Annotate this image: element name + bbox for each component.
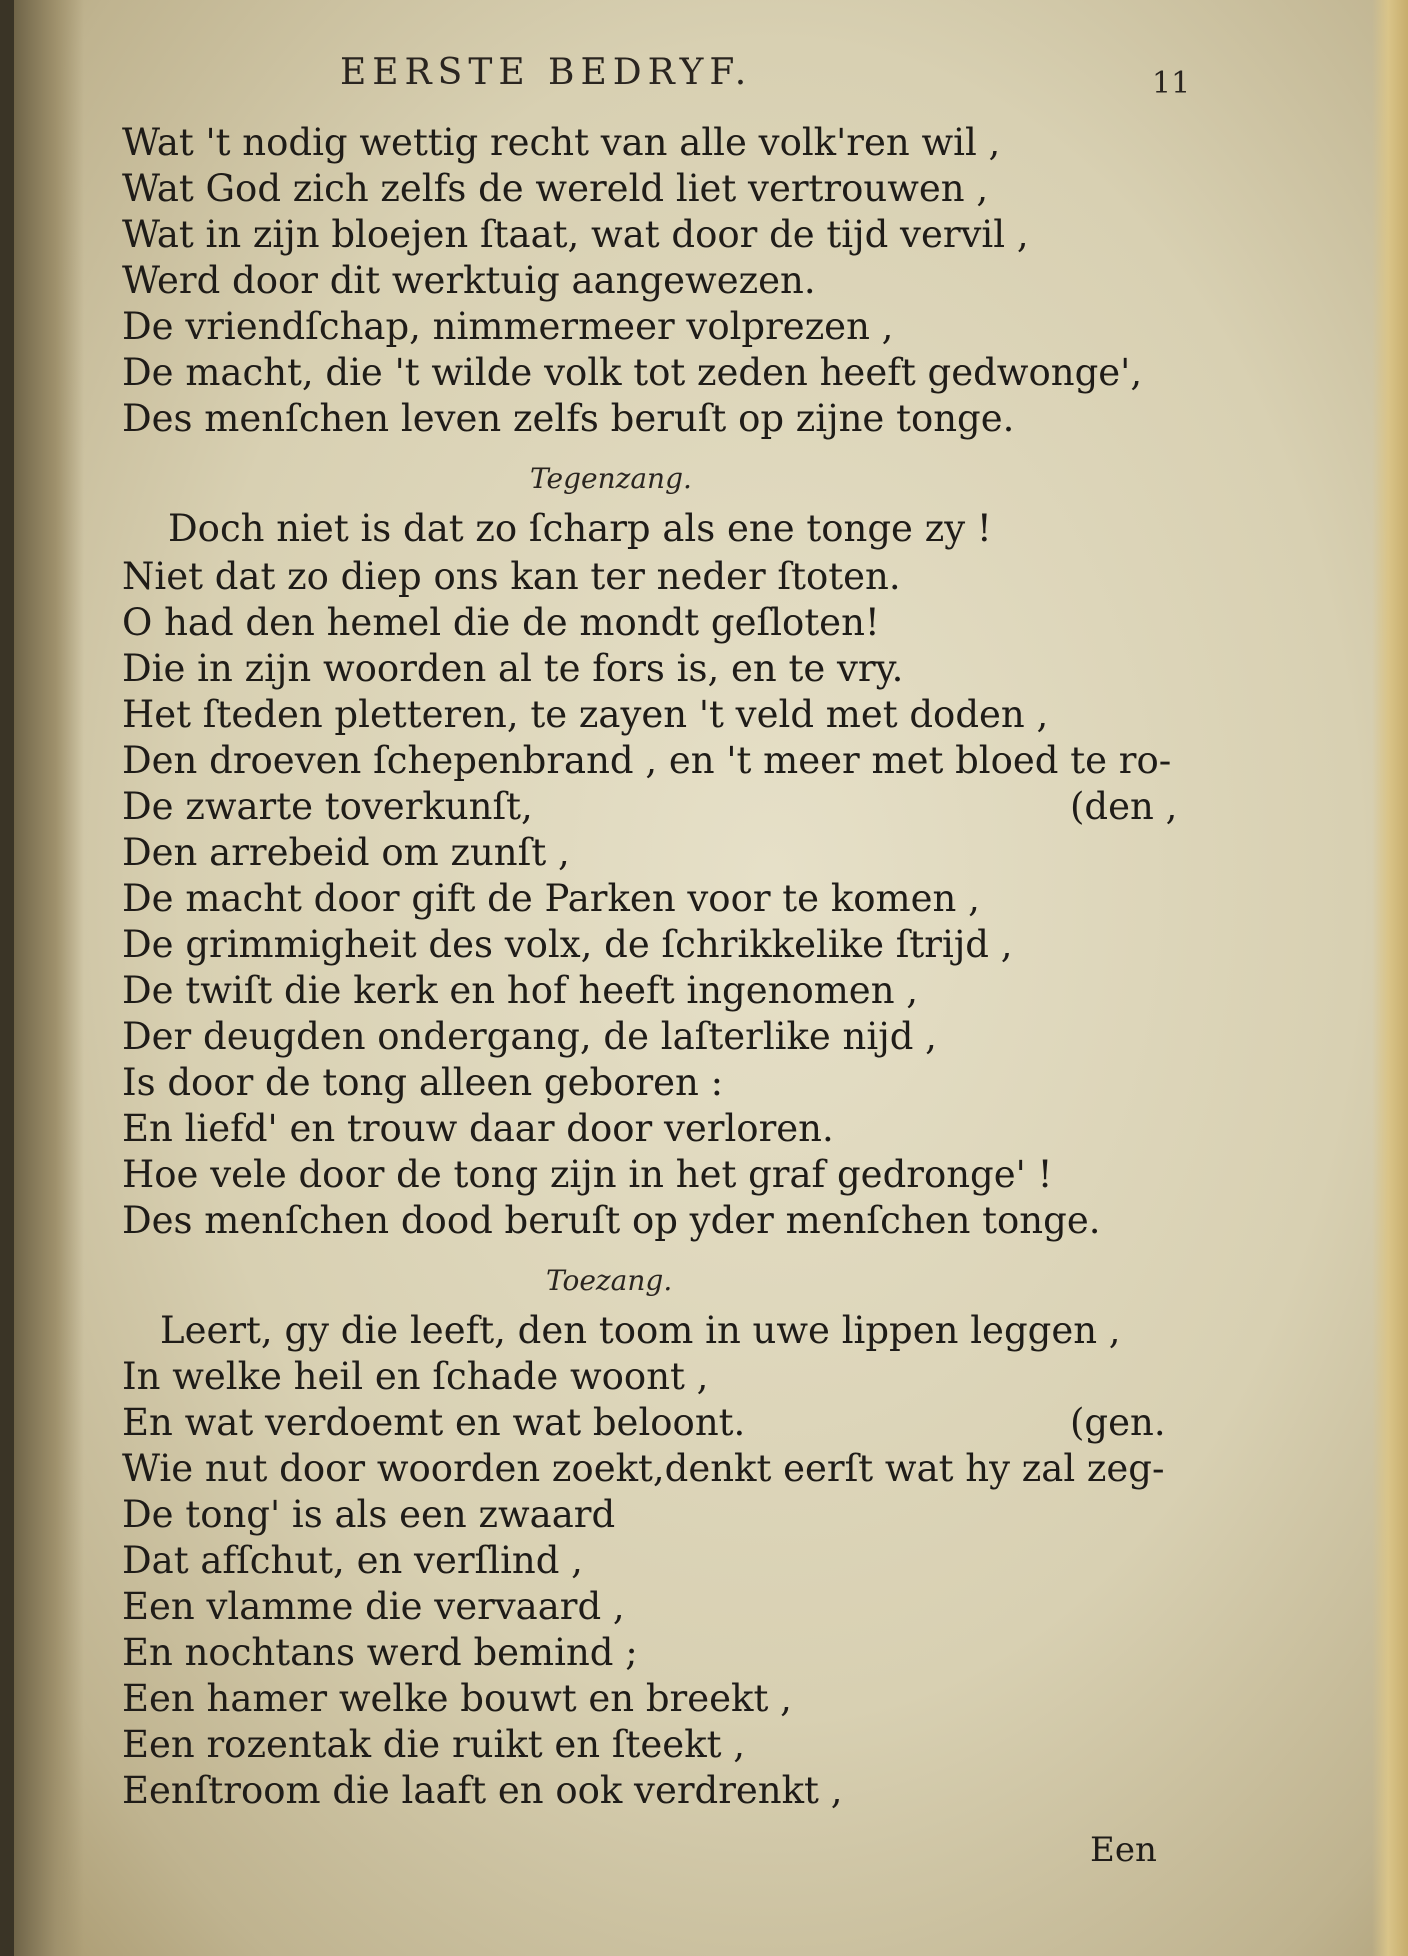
verse-line: Wat in zijn bloejen ſtaat, wat door de tijd vervil , (122, 213, 1029, 256)
verse-line: De macht, die 't wilde volk tot zeden heeft gedwonge', (122, 351, 1143, 394)
verse-line: In welke heil en ſchade woont , (122, 1355, 709, 1398)
verse-line: Doch niet is dat zo ſcharp als ene tonge zy ! (168, 507, 992, 550)
verse-line: De twiſt die kerk en hof heeft ingenomen , (122, 969, 919, 1012)
verse-line: O had den hemel die de mondt geſloten! (122, 601, 880, 644)
verse-line: Een hamer welke bouwt en breekt , (122, 1677, 792, 1720)
verse-line: Hoe vele door de tong zijn in het graf gedronge' ! (122, 1153, 1053, 1196)
verse-line: En nochtans werd bemind ; (122, 1631, 638, 1674)
section-heading-toezang: Toezang. (546, 1264, 673, 1297)
verse-line: Der deugden ondergang, de laſterlike nijd , (122, 1015, 937, 1058)
verse-line: De zwarte toverkunſt, (122, 785, 533, 828)
verse-line: Werd door dit werktuig aangewezen. (122, 259, 816, 302)
verse-line: Wie nut door woorden zoekt,denkt eerſt wat hy zal zeg- (122, 1447, 1165, 1490)
verse-line: Niet dat zo diep ons kan ter neder ſtoten. (122, 555, 901, 598)
verse-line: De grimmigheit des volx, de ſchrikkelike ſtrijd , (122, 923, 1013, 966)
verse-line: Des menſchen leven zelfs beruſt op zijne tonge. (122, 397, 1015, 440)
catchword: Een (1090, 1830, 1157, 1870)
verse-line: Eenſtroom die laaft en ook verdrenkt , (122, 1769, 843, 1812)
verse-line: Wat God zich zelfs de wereld liet vertrouwen , (122, 167, 989, 210)
running-title: EERSTE BEDRYF. (340, 52, 753, 93)
verse-line: Een rozentak die ruikt en ſteekt , (122, 1723, 746, 1766)
page-number: 11 (1152, 66, 1191, 101)
verse-line: De vriendſchap, nimmermeer volprezen , (122, 305, 894, 348)
page-edge (1372, 0, 1408, 1956)
binding-gutter (14, 0, 84, 1956)
verse-line: En liefd' en trouw daar door verloren. (122, 1107, 834, 1150)
verse-line: De tong' is als een zwaard (122, 1493, 616, 1536)
section-heading-tegenzang: Tegenzang. (530, 462, 692, 495)
verse-line: Leert, gy die leeft, den toom in uwe lippen leggen , (160, 1309, 1121, 1352)
verse-line: En wat verdoemt en wat beloont. (122, 1401, 746, 1444)
verse-line: Een vlamme die vervaard , (122, 1585, 625, 1628)
verse-line: De macht door gift de Parken voor te komen , (122, 877, 980, 920)
verse-line: Het ſteden pletteren, te zayen 't veld met doden , (122, 693, 1049, 736)
verse-line: Dat afſchut, en verſlind , (122, 1539, 583, 1582)
verse-line: Den droeven ſchepenbrand , en 't meer met bloed te ro- (122, 739, 1172, 782)
verse-line: Die in zijn woorden al te fors is, en te vry. (122, 647, 904, 690)
verse-line: Des menſchen dood beruſt op yder menſchen tonge. (122, 1199, 1101, 1242)
turnover-den: (den , (1070, 785, 1178, 828)
verse-line: Den arrebeid om zunſt , (122, 831, 570, 874)
turnover-gen: (gen. (1070, 1401, 1166, 1444)
verse-line: Is door de tong alleen geboren : (122, 1061, 724, 1104)
verse-line: Wat 't nodig wettig recht van alle volk'ren wil , (122, 121, 1001, 164)
